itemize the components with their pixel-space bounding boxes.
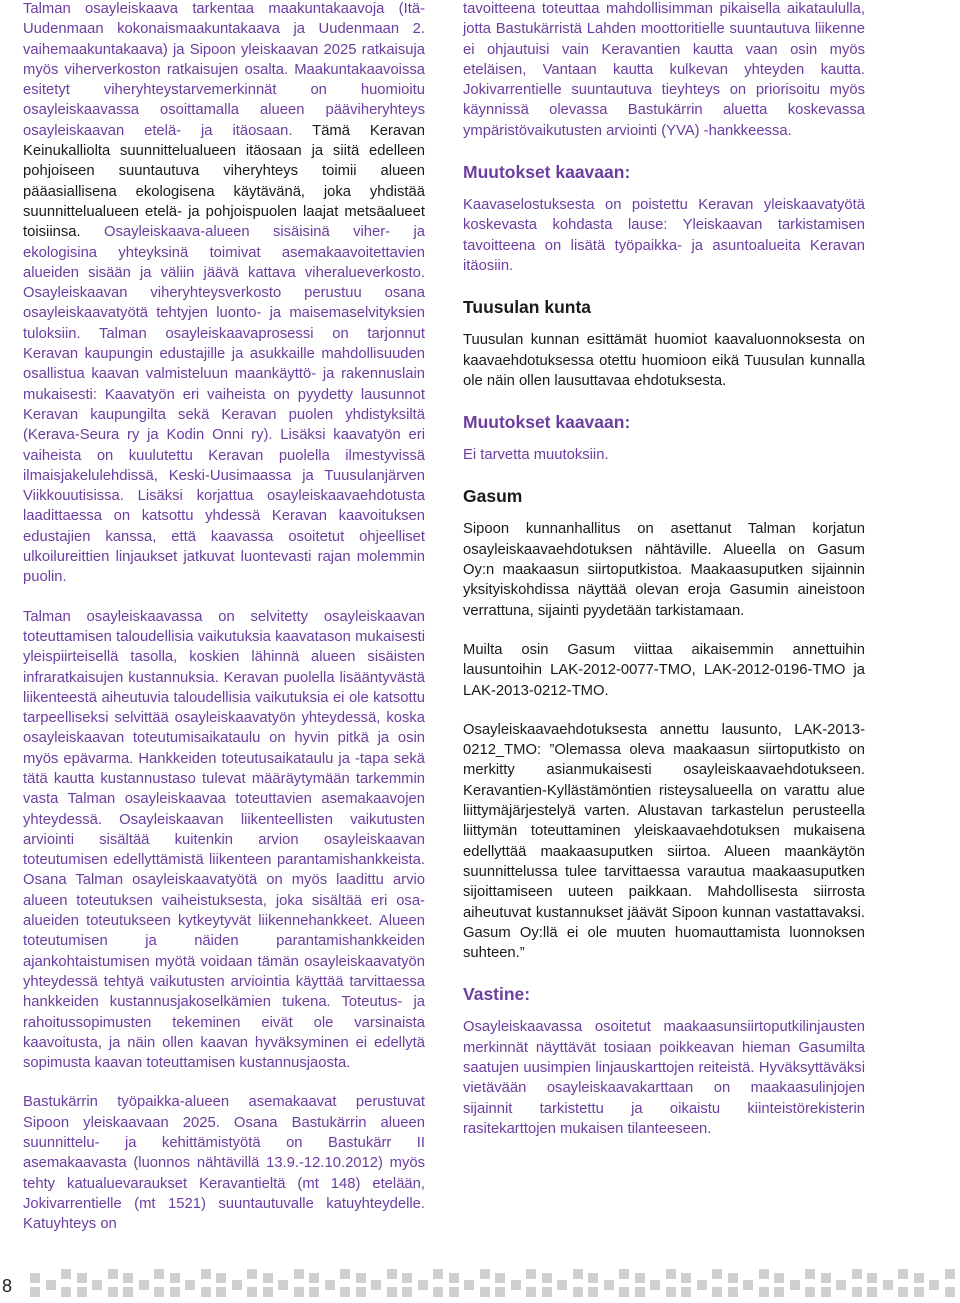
footer-square (449, 1287, 459, 1297)
footer-square (77, 1287, 87, 1297)
left-paragraph-1 (23, 0, 425, 588)
footer-square (635, 1287, 645, 1297)
footer-square (46, 1280, 56, 1290)
footer-square (666, 1269, 676, 1279)
footer-square (867, 1273, 877, 1283)
left-paragraph-1-purple-b: Osayleiskaava-alueen sisäisinä viher- ja ekologisina yhteyksinä toimivat asemakaavoitettavien alueiden sisään ja väliin jäävä kattava viheralueverkosto. Osayleiskaavan viheryhteysverkosto perustuu osana osayleiskaavatyötä tehtyjen luonto- ja maisemaselvityksien tuloksiin. Talman osayleiskaavaprosessi on tarjonnut Keravan kaupungin edustajille ja asukkaille mahdollisuuden osallistua kaavan valmisteluun maankäyttö- ja rakennuslain mukaisesti: Kaavatyön eri vaiheista on pyydetty lausunnot Keravan kaupungilta sekä Keravan puolen yhdistyksiltä (Kerava-Seura ry ja Kodin Onni ry). Lisäksi kaavatyön eri vaiheista on kuulutettu Keravan puolella ilmestyvissä ilmaisjakelulehdissä, Keski-Uusimaassa ja Tuusulanjärven Viikkouutisissa. Lisäksi korjattua osayleiskaavaehdotusta laadittaessa on katsottu yhdessä Keravan kaavoituksen edustajien kanssa, että kaavassa osoitetut ohjeelliset ulkoilureittien linjaukset jatkuvat luontevasti rajan molemmin puolin. (23, 224, 425, 586)
footer-square (123, 1287, 133, 1297)
heading-tuusulan-kunta: Tuusulan kunta (463, 297, 592, 318)
footer-square (573, 1287, 583, 1297)
footer-square (263, 1287, 273, 1297)
footer-square (139, 1280, 149, 1290)
footer-square (30, 1273, 40, 1283)
heading-vastine: Vastine: (463, 984, 531, 1005)
footer-square (774, 1287, 784, 1297)
footer-square (108, 1287, 118, 1297)
right-paragraph-5: Sipoon kunnanhallitus on asettanut Talman korjatun osayleiskaavaehdotuksen nähtäville. Alueella on Gasum Oy:n maakaasun siirtoputkistoa. Maakaasuputken sijainnin yksityiskohdissa näyttää olevan eroja Gasumin aineistoon verrattuna, sijainti pyydetään tarkistamaan. (463, 521, 865, 619)
footer-square (914, 1273, 924, 1283)
footer-square (201, 1287, 211, 1297)
footer-square (945, 1287, 955, 1297)
footer-square (852, 1269, 862, 1279)
footer-square (619, 1287, 629, 1297)
footer-square (464, 1280, 474, 1290)
footer-square (154, 1287, 164, 1297)
footer-square (945, 1269, 955, 1279)
footer-square-pattern (0, 1265, 960, 1303)
footer-square (650, 1280, 660, 1290)
footer-square (340, 1269, 350, 1279)
footer-square (542, 1273, 552, 1283)
footer-square (108, 1269, 118, 1279)
footer-square (743, 1280, 753, 1290)
heading-gasum: Gasum (463, 486, 523, 507)
footer-square (201, 1269, 211, 1279)
footer-square (805, 1269, 815, 1279)
footer-square (526, 1287, 536, 1297)
left-paragraph-3: Bastukärrin työpaikka-alueen asemakaavat perustuvat Sipoon yleiskaavaan 2025. Osana Bastukärrin alueen suunnittelu- ja kehittämistyötä on Bastukärr II asemakaavasta (luonnos nähtävillä 13.9.-12.10.2012) myös tehty katualuevaraukset Keravantieltä (mt 148) etelään, Jokivarrentielle (mt 1521) suuntautuvalle katuyhteydelle. Katuyhteys on (23, 1094, 425, 1233)
footer-square (418, 1280, 428, 1290)
footer-square (247, 1287, 257, 1297)
footer-square (759, 1269, 769, 1279)
footer-square (728, 1273, 738, 1283)
footer-square (402, 1287, 412, 1297)
footer-square (604, 1280, 614, 1290)
left-paragraph-1-black: Tämä Keravan Keinukalliolta suunnittelualueen itäosaan ja siitä edelleen pohjoiseen suuntautuva viheryhteys toimii alueen pääasiallisena ekologisena käytävänä, joka yhdistää suunnittelualueen etelä- ja pohjoispuolen laajat metsäalueet toisiinsa. (23, 122, 426, 241)
footer-square (170, 1273, 180, 1283)
footer-square (542, 1287, 552, 1297)
footer-square (588, 1287, 598, 1297)
footer-square (495, 1287, 505, 1297)
footer-square (635, 1273, 645, 1283)
footer-square (123, 1273, 133, 1283)
footer-square (805, 1287, 815, 1297)
right-paragraph-7: Osayleiskaavaehdotuksesta annettu lausunto, LAK-2013-0212_TMO: ”Olemassa oleva maakaasun siirtoputkisto on merkitty asianmukaisesti osayleiskaavaehdotukseen. Keravantien-Kyllästämöntien risteysalueella on varattu alue liittymäjärjestelyä varten. Alustavan tarkastelun perusteella liittymän toteuttaminen yleiskaavaehdotuksen mukaisena edellyttää maakaasuputken siirtoa. Alueen maankäytön suunnittelussa tulee tarvittaessa varautua maakaasuputken sijoittamiseen uuteen paikkaan. Mahdollisesta siirrosta aiheutuvat kustannukset jäävät Sipoon kunnan vastattavaksi. Gasum Oy:llä ei ole muuten huomauttamista luonnoksen suhteen.” (463, 721, 865, 962)
footer-square (929, 1280, 939, 1290)
footer-square (697, 1280, 707, 1290)
right-paragraph-6: Muilta osin Gasum viittaa aikaisemmin annettuihin lausuntoihin LAK-2012-0077-TMO, LAK-2012-0196-TMO ja LAK-2013-0212-TMO. (463, 641, 865, 699)
footer-square (759, 1287, 769, 1297)
footer-square (263, 1273, 273, 1283)
right-paragraph-3: Tuusulan kunnan esittämät huomiot kaavaluonnoksesta on kaavaehdotuksessa otettu huomioon eikä Tuusulan kunnalla ole näin ollen lausuttavaa ehdotuksesta. (463, 332, 865, 389)
footer-square (526, 1269, 536, 1279)
footer-square (790, 1280, 800, 1290)
footer-square (619, 1269, 629, 1279)
footer-square (898, 1287, 908, 1297)
footer-square (61, 1287, 71, 1297)
footer-square (433, 1287, 443, 1297)
footer-square (309, 1273, 319, 1283)
footer-square (387, 1287, 397, 1297)
footer-square (712, 1287, 722, 1297)
footer-square (774, 1273, 784, 1283)
footer-square (325, 1280, 335, 1290)
footer-square (402, 1273, 412, 1283)
footer-square (728, 1287, 738, 1297)
footer-square (61, 1269, 71, 1279)
footer-square (836, 1280, 846, 1290)
left-paragraph-2: Talman osayleiskaavassa on selvitetty osayleiskaavan toteuttamisen taloudellisia vaikutuksia kaavatason mukaisesti yleispiirteisellä tasolla, koskien lähinnä alueen sisäisten infraratkaisujen kustannuksia. Keravan puolella lisääntyvästä liikenteestä aiheutuvia taloudellisia vaikutuksia ei ole katsottu tarpeelliseksi selvittää osayleiskaavatyön yhteydessä, koska osayleiskaavan toteutumisaikataulu on hyvin pitkä ja osin myös epävarma. Hankkeiden toteutusaikataulu ja -tapa sekä tätä kautta kustannustaso tulevat määräytymään tarkemmin vasta Talman osayleiskaavaa toteuttavien asemakaavojen yhteydessä. Osayleiskaavan liikenteellisten vaikutusten arviointi sisältää kuitenkin arvion osayleiskaavan toteutumisen edellyttämistä liikenteen parantamishankkeista. Osana Talman osayleiskaavatyötä on myös laadittu arvio alueen toteutuksen vaiheistuksesta, joka sisältää eri osa-alueiden toteutukseen kytkeytyvät liikennehankkeet. Alueen toteutumisen ja näiden parantamishankkeiden ajankohtaistumisen myötä voidaan tämän osayleiskaavatyön yhteydessä tehtyä vaikutusten arviointia käyttää tarvittaessa hankkeiden kustannusjakoselkämien tukena. Toteutus- ja rahoitussopimusten tekeminen eivät ole varsinaista kaavoitusta, ja näin ollen kaavan hyväksyminen ei edellytä sopimusta kaavan toteuttamisen kustannusjaosta. (23, 608, 425, 1072)
footer-square (371, 1280, 381, 1290)
footer-square (77, 1273, 87, 1283)
page-number: 8 (1, 1276, 12, 1296)
footer-square (821, 1287, 831, 1297)
left-column (23, 0, 425, 1254)
footer-square (914, 1287, 924, 1297)
right-column (463, 0, 865, 1158)
footer-square (216, 1287, 226, 1297)
left-paragraph-1-purple: Talman osayleiskaava tarkentaa maakuntakaavoja (Itä-Uudenmaan kokonaismaakuntakaava ja Uudenmaan 2. vaihemaakuntakaava) ja Sipoon yleiskaavan 2025 ratkaisuja myös viherverkoston ratkaisujen osalta. Maakuntakaavoissa esitetyt viheryhteystarvemerkinnät on huomioitu osayleiskaavassa osoittamalla alueen pääviheryhteys osayleiskaavan etelä- ja itäosaan. (23, 1, 425, 139)
right-paragraph-1: tavoitteena toteuttaa mahdollisimman pikaisella aikataululla, jotta Bastukärristä Lahden moottoritielle suuntautuva liikenne ei ohjautuisi vain Keravantien kautta vaan osin myös eteläisen, Vantaan kautta kulkevan yhteyden kautta. Jokivarrentielle suuntautuva tieyhteys on priorisoitu myös käynnissä olevassa Bastukärrin aluetta koskevassa ympäristövaikutusten arviointi (YVA) -hankkeessa. (463, 1, 865, 139)
footer-square (294, 1269, 304, 1279)
footer-square (30, 1287, 40, 1297)
footer-square (185, 1280, 195, 1290)
right-paragraph-4: Ei tarvetta muutoksiin. (463, 447, 609, 464)
footer-square (852, 1287, 862, 1297)
heading-muutokset-2: Muutokset kaavaan: (463, 412, 631, 433)
right-paragraph-2: Kaavaselostuksesta on poistettu Keravan yleiskaavatyötä koskevasta kohdasta lause: Yleiskaavan tarkistamisen tavoitteena on lisätä työpaikka- ja asuntoalueita Keravan itäosiin. (463, 197, 865, 274)
footer-square (294, 1287, 304, 1297)
footer-square (511, 1280, 521, 1290)
footer-square (356, 1287, 366, 1297)
footer-square (449, 1273, 459, 1283)
footer-square (681, 1273, 691, 1283)
footer-square (278, 1280, 288, 1290)
footer-square (480, 1269, 490, 1279)
footer-square (433, 1269, 443, 1279)
footer-square (340, 1287, 350, 1297)
footer-square (867, 1287, 877, 1297)
footer-square (247, 1269, 257, 1279)
footer-square (387, 1269, 397, 1279)
footer-square (216, 1273, 226, 1283)
right-paragraph-8: Osayleiskaavassa osoitetut maakaasunsiirtoputkilinjausten merkinnät näyttävät tosiaan poikkeavan hieman Gasumilta saatujen uusimpien linjauskarttojen reiteistä. Hyväksyttäväksi vietävään osayleiskaavakarttaan on maakaasulinjojen sijainnit tarkistettu ja oikaistu kiinteistörekisterin rasitekarttojen mukaisen tilanteeseen. (463, 1019, 865, 1137)
footer-square (898, 1269, 908, 1279)
heading-muutokset-1: Muutokset kaavaan: (463, 162, 631, 183)
footer-square (573, 1269, 583, 1279)
footer-square (883, 1280, 893, 1290)
footer-square (154, 1269, 164, 1279)
footer-square (309, 1287, 319, 1297)
footer-square (557, 1280, 567, 1290)
footer-square (232, 1280, 242, 1290)
footer-square (681, 1287, 691, 1297)
footer-square (666, 1287, 676, 1297)
footer-square (92, 1280, 102, 1290)
footer-square (480, 1287, 490, 1297)
footer-square (170, 1287, 180, 1297)
footer-square (821, 1273, 831, 1283)
footer-square (356, 1273, 366, 1283)
footer-square (712, 1269, 722, 1279)
footer-square (588, 1273, 598, 1283)
footer-square (495, 1273, 505, 1283)
